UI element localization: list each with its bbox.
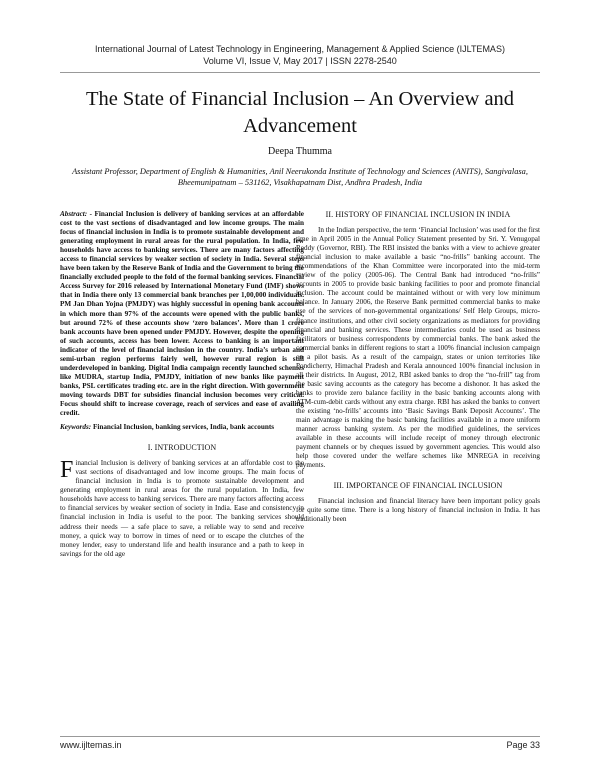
history-paragraph: In the Indian perspective, the term ‘Financial Inclusion’ was used for the first time in April 2005 in the Annual Policy Statement presented by Sri. Y. Venugopal Reddy (Governor, RBI). The RBI insisted the banks with a view to achieve greater financial inclusion to make available a basic “no-frills” banking account. The recommendations of the Khan Committee were incorporated into the mid-term review of the policy (2005-06). The Central Bank had introduced “no-frills” accounts in 2005 to provide basic banking facilities to poor and promote financial inclusion. The account could be maintained without or with very low minimum balance. In January 2006, the Reserve Bank permitted commercial banks to make use of the services of non-governmental organizations/ Self Help Groups, micro-finance institutions, and other civil society organizations as mediators for providing financial and banking services. These intermediaries could be used as business facilitators or business correspondents by commercial banks. The bank asked the commercial banks in different regions to start a 100% financial inclusion campaign on a pilot basis. As a result of the campaign, states or union territories like Pondicherry, Himachal Pradesh and Kerala announced 100% financial inclusion in all their districts. In August, 2012, RBI asked banks to drop the “no-frill” tag from the basic saving accounts as the category has become a dishonor. It has asked the banks to provide zero balance facility in the basic banking accounts along with ATM-cum-debit cards without any extra charge. RBI has asked the banks to convert the existing ‘no-frills’ accounts into ‘Basic Savings Bank Deposit Accounts’. The main advantage is making the basic banking facilities available in a more uniform manner across banking system. As per the modified guidelines, the services available in these accounts will include receipt of money through electronic payment channels or by cheques issued by government agencies. This would also help those covered under the welfare schemes like MNREGA in receiving payments. bbox=[296, 226, 541, 470]
left-column bbox=[60, 210, 304, 559]
section-heading-history: II. HISTORY OF FINANCIAL INCLUSION IN INDIA bbox=[325, 210, 511, 219]
page-number: Page 33 bbox=[506, 740, 540, 750]
abstract-text: Financial Inclusion is delivery of banking services at an affordable cost to the vast sections of disadvantaged and low income groups. The main focus of financial inclusion in India is to promote sustainable development and generating employment in rural areas for the rural population. In India, few households have access to banking services. There are many factors affecting access to financial services by weaker section of society in India. Several steps have been taken by the Reserve Bank of India and the Government to bring the financially excluded people to the fold of the formal banking services. Financial Access Survey for 2016 released by International Monetary Fund (IMF) shows that in India there only 13 commercial bank branches per 1,00,000 individuals. PM Jan Dhan Yojna (PMJDY) was highly successful in opening bank accounts in which more than 97% of the accounts were opened with the public banks, but around 72% of these accounts show ‘zero balances’. More than 1 crore bank accounts have been opened under PMJDY. However, despite the opening of such accounts, access has been lower. Access to banking is an important indicator of the level of financial inclusion in the country. India’s urban and semi-urban region performs fairly well, however rural region is still underdeveloped in banking. Digital India campaign recently launched schemes like MUDRA, startup India, PMJDY, initiation of new banks like payment banks, PSL certificates trading etc. are in the right direction. With government moving towards DBT for subsidies financial inclusion becomes very critical. Focus should shift to increase coverage, reach of services and ease of availing credit. bbox=[60, 210, 304, 418]
author-affiliation: Assistant Professor, Department of English & Humanities, Anil Neerukonda Institute of Technology and Sciences (ANITS), Sangivalasa, Bheemunipatnam – 531162, Visakhapatnam Dist, Andhra Pradesh, India bbox=[72, 167, 528, 187]
header-rule bbox=[60, 72, 540, 73]
right-column bbox=[296, 210, 540, 525]
importance-paragraph: Financial inclusion and financial literacy have been important policy goals for quite some time. There is a long history of financial inclusion in India. It has traditionally been bbox=[296, 497, 540, 524]
author-name: Deepa Thumma bbox=[268, 146, 332, 157]
abstract-label: Abstract: - bbox=[60, 210, 93, 218]
section-heading-introduction: I. INTRODUCTION bbox=[147, 443, 217, 453]
abstract bbox=[60, 210, 304, 418]
journal-volume-issn: Volume VI, Issue V, May 2017 | ISSN 2278-2540 bbox=[203, 56, 397, 66]
footer-rule bbox=[60, 736, 540, 737]
keywords bbox=[60, 423, 304, 432]
introduction-text: inancial Inclusion is delivery of banking services at an affordable cost to the vast sections of disadvantaged and low income groups. The main focus of financial inclusion in India is to promote sustainable development and generating employment in rural areas for the rural population. In India, few households have access to banking services. There are many factors affecting access to financial services by weaker section of society in India. Ease and consistency in financial inclusion in India is useful to the poor. The banking services should address their needs — a safe place to save, a reliable way to send and receive money, a quick way to borrow in times of need or to escape the clutches of the money lender, easy to understand life and health insurance and a path to keep in savings for the old age bbox=[60, 459, 304, 558]
keywords-label: Keywords: bbox=[60, 423, 92, 432]
section-heading-importance: III. IMPORTANCE OF FINANCIAL INCLUSION bbox=[333, 481, 503, 491]
footer-website-link[interactable]: www.ijltemas.in bbox=[60, 740, 122, 750]
paper-title: The State of Financial Inclusion – An Overview and Advancement bbox=[85, 88, 515, 137]
keywords-text: Financial Inclusion, banking services, India, bank accounts bbox=[91, 423, 275, 432]
journal-name: International Journal of Latest Technology in Engineering, Management & Applied Science (IJLTEMAS) bbox=[95, 44, 505, 54]
introduction-paragraph bbox=[60, 459, 304, 559]
dropcap-letter: F bbox=[60, 457, 74, 484]
